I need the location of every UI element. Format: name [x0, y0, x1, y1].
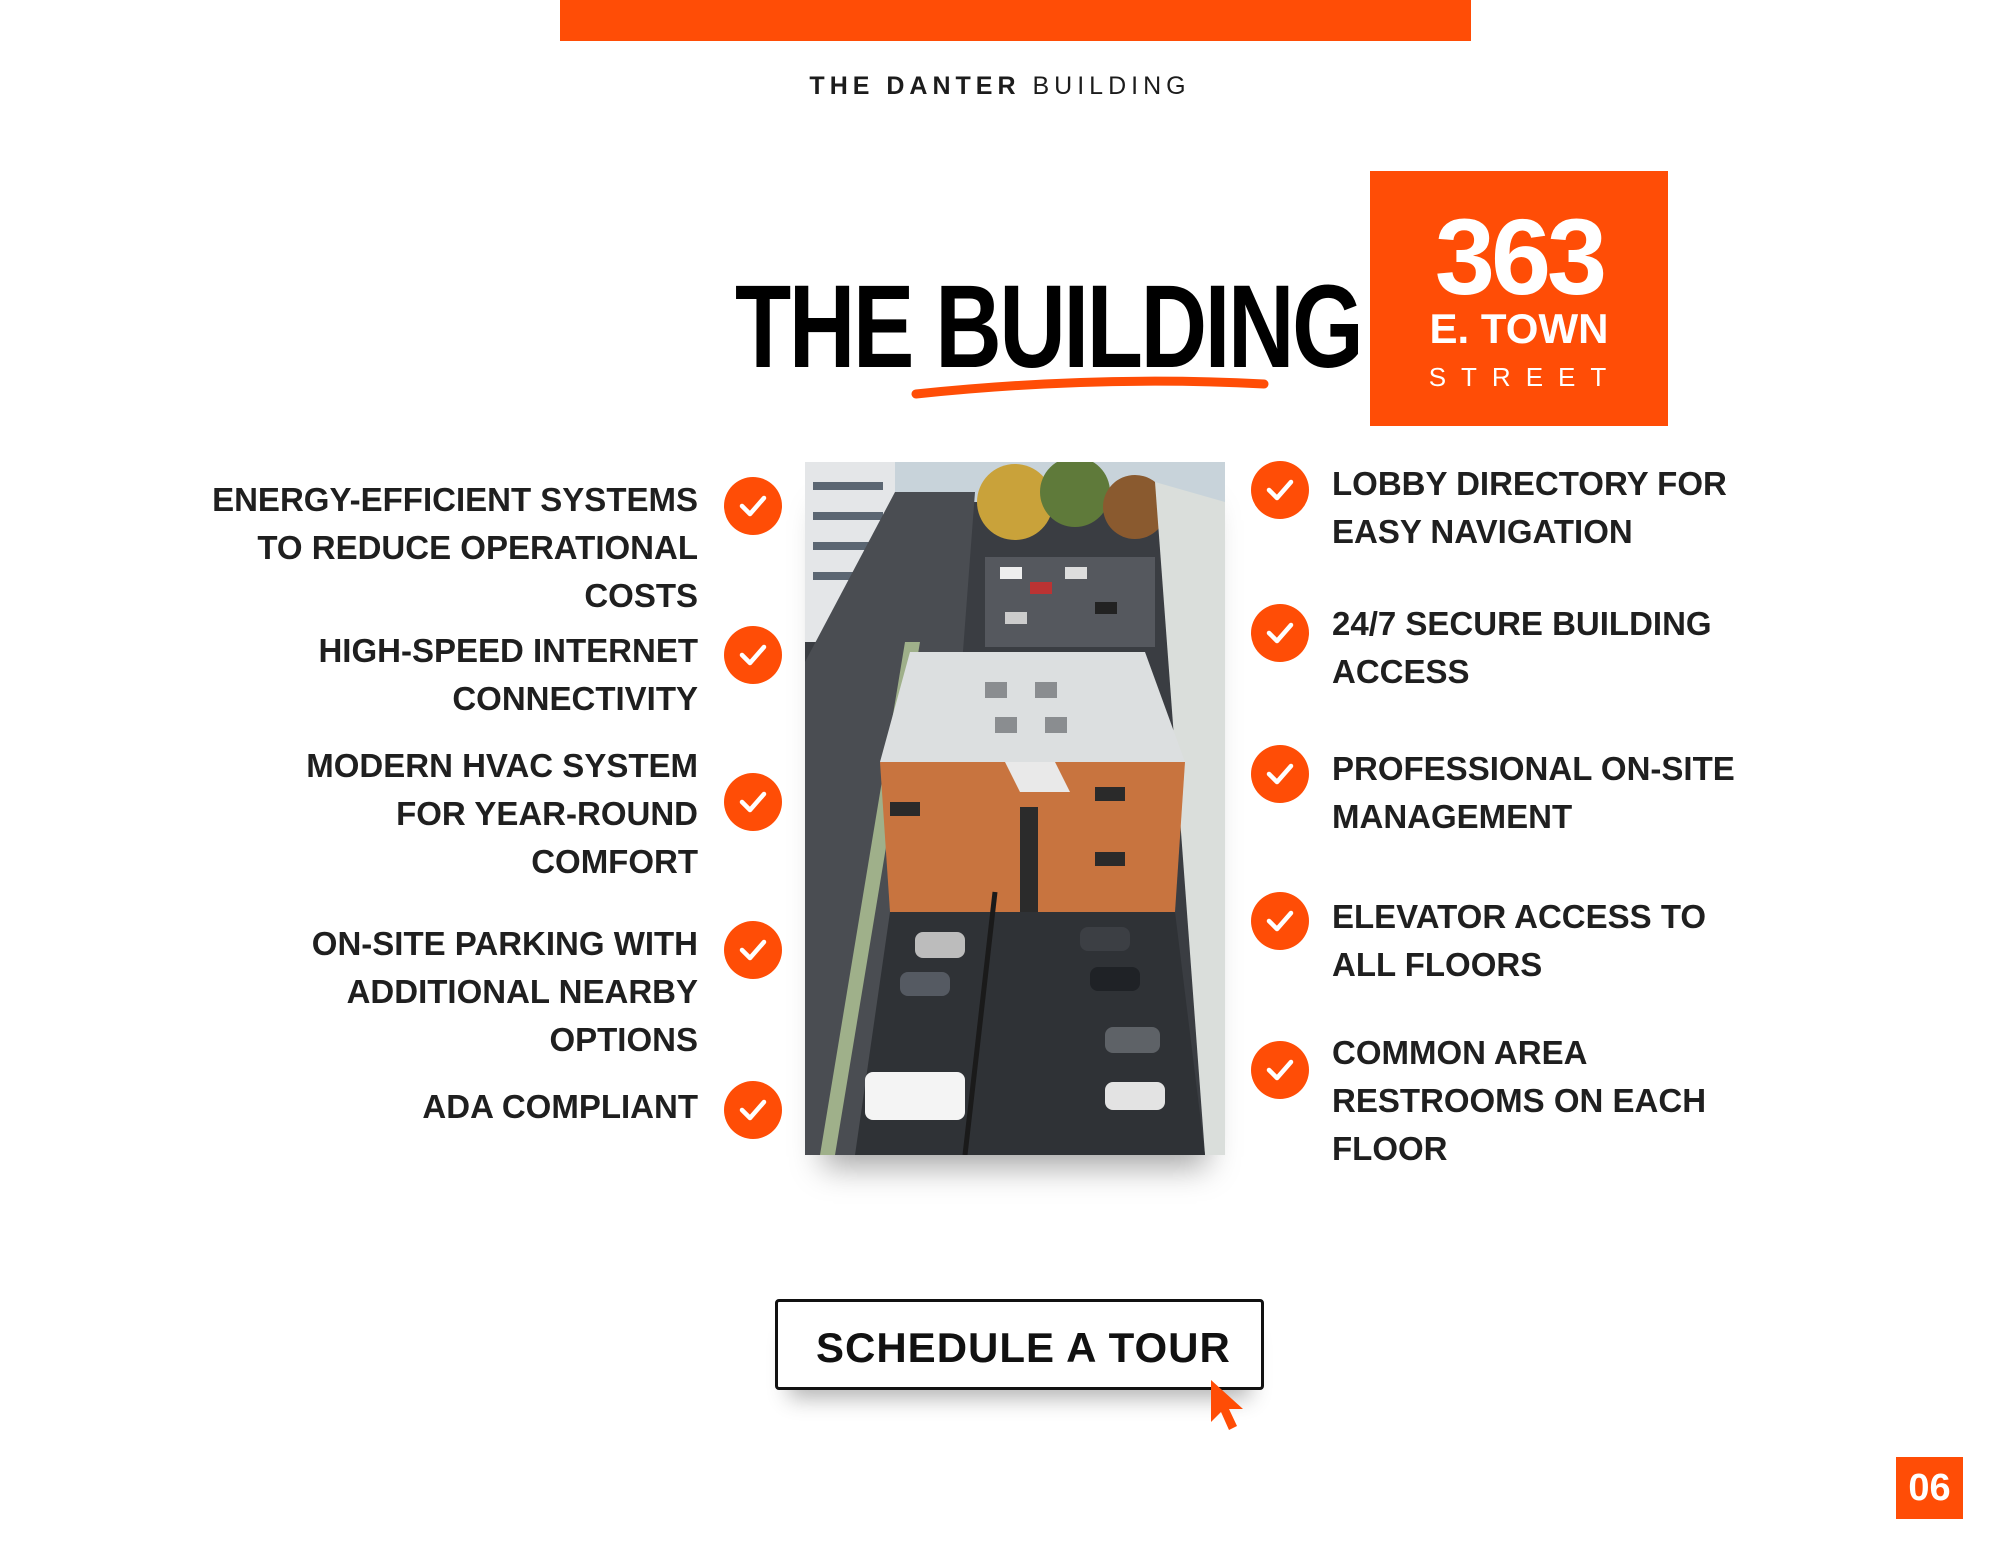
address-suffix: STREET [1428, 362, 1622, 392]
feature-line: ACCESS [1332, 653, 1470, 690]
feature-line: RESTROOMS ON EACH [1332, 1082, 1707, 1119]
feature-line: ALL FLOORS [1332, 946, 1543, 983]
top-accent-bar [560, 0, 1471, 41]
feature-line: MANAGEMENT [1332, 798, 1573, 835]
feature-ada [422, 1083, 698, 1131]
feature-parking [312, 920, 698, 1064]
brand-name-light: BUILDING [1032, 72, 1191, 100]
check-icon [724, 1081, 782, 1139]
feature-line: ELEVATOR ACCESS TO [1332, 898, 1707, 935]
cursor-icon [1208, 1378, 1248, 1434]
address-number: 363 [1434, 196, 1604, 317]
title-underline [910, 370, 1270, 400]
brand-header [0, 72, 2000, 101]
feature-line: LOBBY DIRECTORY FOR [1332, 465, 1727, 502]
feature-hvac [306, 742, 698, 886]
address-street: E. TOWN [1429, 305, 1609, 352]
feature-line: COMFORT [531, 843, 698, 880]
brand-name-bold: THE DANTER [809, 72, 1021, 100]
feature-line: TO REDUCE OPERATIONAL [257, 529, 698, 566]
check-icon [724, 921, 782, 979]
check-icon [1251, 1041, 1309, 1099]
building-aerial-photo [805, 462, 1225, 1155]
check-icon [1251, 461, 1309, 519]
check-icon [1251, 604, 1309, 662]
feature-line: HIGH-SPEED INTERNET [318, 632, 698, 669]
feature-elevator [1332, 893, 1706, 989]
feature-line: MODERN HVAC SYSTEM [306, 747, 698, 784]
feature-line: CONNECTIVITY [452, 680, 698, 717]
check-icon [724, 626, 782, 684]
address-badge [1370, 171, 1668, 426]
schedule-tour-button[interactable] [775, 1299, 1264, 1390]
feature-line: PROFESSIONAL ON-SITE [1332, 750, 1735, 787]
feature-line: ENERGY-EFFICIENT SYSTEMS [212, 481, 698, 518]
feature-management [1332, 745, 1735, 841]
feature-line: ADA COMPLIANT [422, 1088, 698, 1125]
feature-line: COSTS [584, 577, 698, 614]
feature-restrooms [1332, 1029, 1706, 1173]
feature-lobby-directory [1332, 460, 1727, 556]
check-icon [724, 773, 782, 831]
page-number: 06 [1896, 1457, 1963, 1519]
feature-line: FOR YEAR-ROUND [396, 795, 698, 832]
feature-line: FLOOR [1332, 1130, 1448, 1167]
feature-line: OPTIONS [549, 1021, 698, 1058]
feature-line: ON-SITE PARKING WITH [311, 925, 698, 962]
schedule-tour-label: SCHEDULE A TOUR [816, 1324, 1231, 1371]
feature-line: ADDITIONAL NEARBY [346, 973, 698, 1010]
feature-line: COMMON AREA [1332, 1034, 1588, 1071]
check-icon [1251, 892, 1309, 950]
feature-internet [318, 627, 698, 723]
page-title: THE BUILDING [735, 261, 1362, 393]
check-icon [724, 477, 782, 535]
feature-secure-access [1332, 600, 1712, 696]
feature-line: EASY NAVIGATION [1332, 513, 1633, 550]
check-icon [1251, 745, 1309, 803]
feature-line: 24/7 SECURE BUILDING [1332, 605, 1712, 642]
feature-energy-efficient [212, 476, 698, 620]
